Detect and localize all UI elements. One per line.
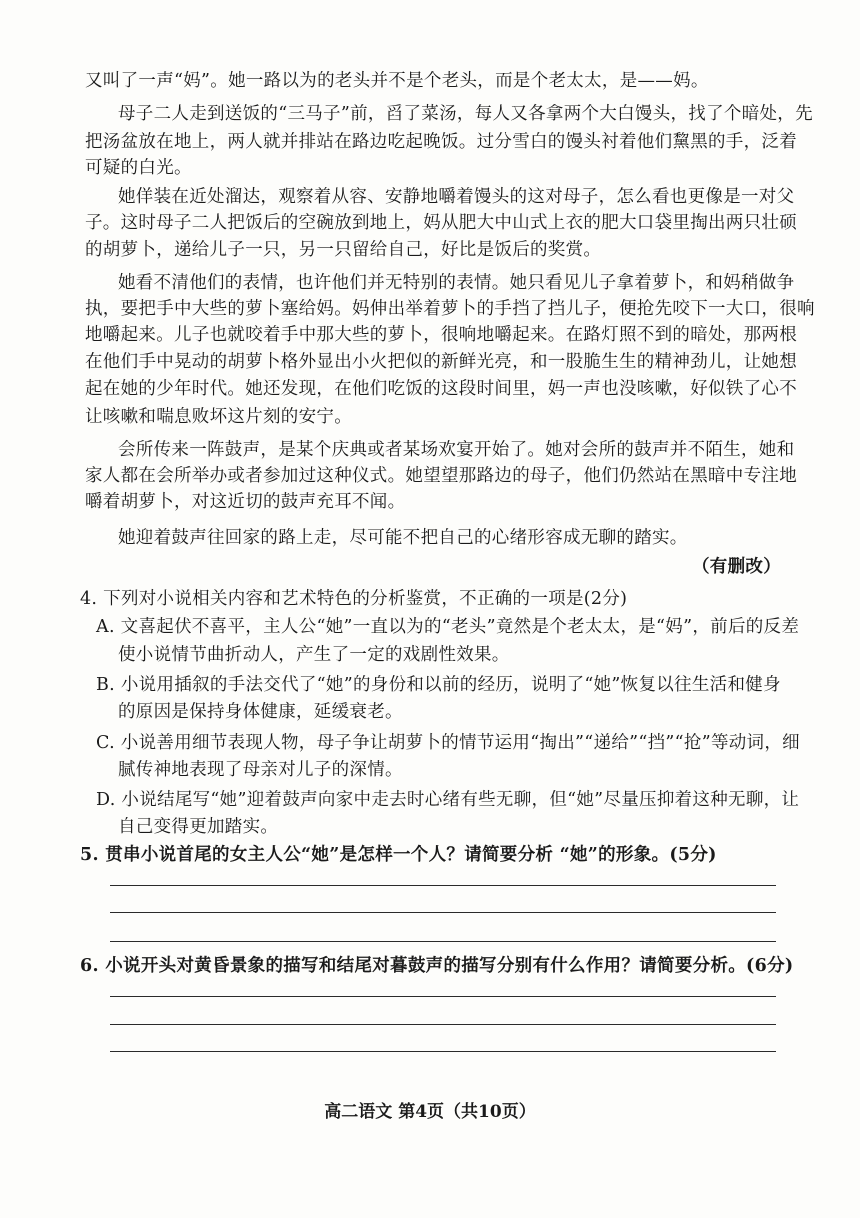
- passage-line: 家人都在会所举办或者参加过这种仪式。她望望那路边的母子，他们仍然站在黑暗中专注地: [85, 466, 797, 486]
- option-c-cont: 腻传神地表现了母亲对儿子的深情。: [118, 760, 403, 780]
- passage-line: 又叫了一声“妈”。她一路以为的老头并不是个老头，而是个老太太，是——妈。: [85, 71, 709, 91]
- passage-line: 母子二人走到送饭的“三马子”前，舀了菜汤，每人又各拿两个大白馒头，找了个暗处，先: [118, 104, 813, 124]
- option-b: B. 小说用插叙的手法交代了“她”的身份和以前的经历，说明了“她”恢复以往生活和健身: [96, 675, 781, 695]
- source-note: （有删改）: [692, 557, 781, 577]
- answer-line[interactable]: [110, 996, 776, 997]
- question-6-stem: 6. 小说开头对黄昏景象的描写和结尾对暮鼓声的描写分别有什么作用？请简要分析。(6分): [80, 956, 794, 976]
- answer-line[interactable]: [110, 1051, 776, 1052]
- passage-line: 她佯装在近处溜达，观察着从容、安静地嚼着馒头的这对母子，怎么看也更像是一对父: [118, 187, 795, 207]
- option-a-cont: 使小说情节曲折动人，产生了一定的戏剧性效果。: [118, 645, 510, 665]
- passage-line: 子。这时母子二人把饭后的空碗放到地上，妈从肥大中山式上衣的肥大口袋里掏出两只壮硕: [85, 213, 797, 233]
- page-footer: 高二语文 第4页（共10页）: [324, 1102, 536, 1122]
- option-b-cont: 的原因是保持身体健康，延缓衰老。: [118, 702, 403, 722]
- option-c: C. 小说善用细节表现人物，母子争让胡萝卜的情节运用“掏出”“递给”“挡”“抢”等动词，细: [96, 733, 800, 753]
- passage-line: 在他们手中晃动的胡萝卜格外显出小火把似的新鲜光亮，和一股脆生生的精神劲儿，让她想: [85, 352, 797, 372]
- answer-line[interactable]: [110, 885, 776, 886]
- question-4-stem: 4. 下列对小说相关内容和艺术特色的分析鉴赏，不正确的一项是(2分): [80, 589, 628, 609]
- passage-line: 的胡萝卜，递给儿子一只，另一只留给自己，好比是饭后的奖赏。: [85, 240, 602, 260]
- passage-line: 嚼着胡萝卜，对这近切的鼓声充耳不闻。: [85, 492, 406, 512]
- question-5-stem: 5. 贯串小说首尾的女主人公“她”是怎样一个人？请简要分析 “她”的形象。(5分): [80, 845, 717, 865]
- passage-line: 地嚼起来。儿子也就咬着手中那大些的萝卜，很响地嚼起来。在路灯照不到的暗处，那两根: [85, 325, 797, 345]
- passage-line: 会所传来一阵鼓声，是某个庆典或者某场欢宴开始了。她对会所的鼓声并不陌生，她和: [118, 440, 795, 460]
- answer-line[interactable]: [110, 1024, 776, 1025]
- option-a: A. 文喜起伏不喜平，主人公“她”一直以为的“老头”竟然是个老太太，是“妈”，前后的反差: [96, 617, 800, 637]
- option-d-cont: 自己变得更加踏实。: [118, 817, 279, 837]
- passage-line: 可疑的白光。: [85, 158, 192, 178]
- passage-line: 把汤盆放在地上，两人就并排站在路边吃起晚饭。过分雪白的馒头衬着他们黧黑的手，泛着: [85, 132, 797, 152]
- passage-line: 让咳嗽和喘息败坏这片刻的安宁。: [85, 407, 352, 427]
- answer-line[interactable]: [110, 941, 776, 942]
- passage-line: 她看不清他们的表情，也许他们并无特别的表情。她只看见儿子拿着萝卜，和妈稍做争: [118, 273, 795, 293]
- passage-line: 起在她的少年时代。她还发现，在他们吃饭的这段时间里，妈一声也没咳嗽，好似铁了心不: [85, 379, 797, 399]
- passage-line: 她迎着鼓声往回家的路上走，尽可能不把自己的心绪形容成无聊的踏实。: [118, 528, 688, 548]
- passage-line: 执，要把手中大些的萝卜塞给妈。妈伸出举着萝卜的手挡了挡儿子，便抢先咬下一大口，很响: [85, 299, 815, 319]
- option-d: D. 小说结尾写“她”迎着鼓声向家中走去时心绪有些无聊，但“她”尽量压抑着这种无聊，让: [96, 790, 800, 810]
- answer-line[interactable]: [110, 912, 776, 913]
